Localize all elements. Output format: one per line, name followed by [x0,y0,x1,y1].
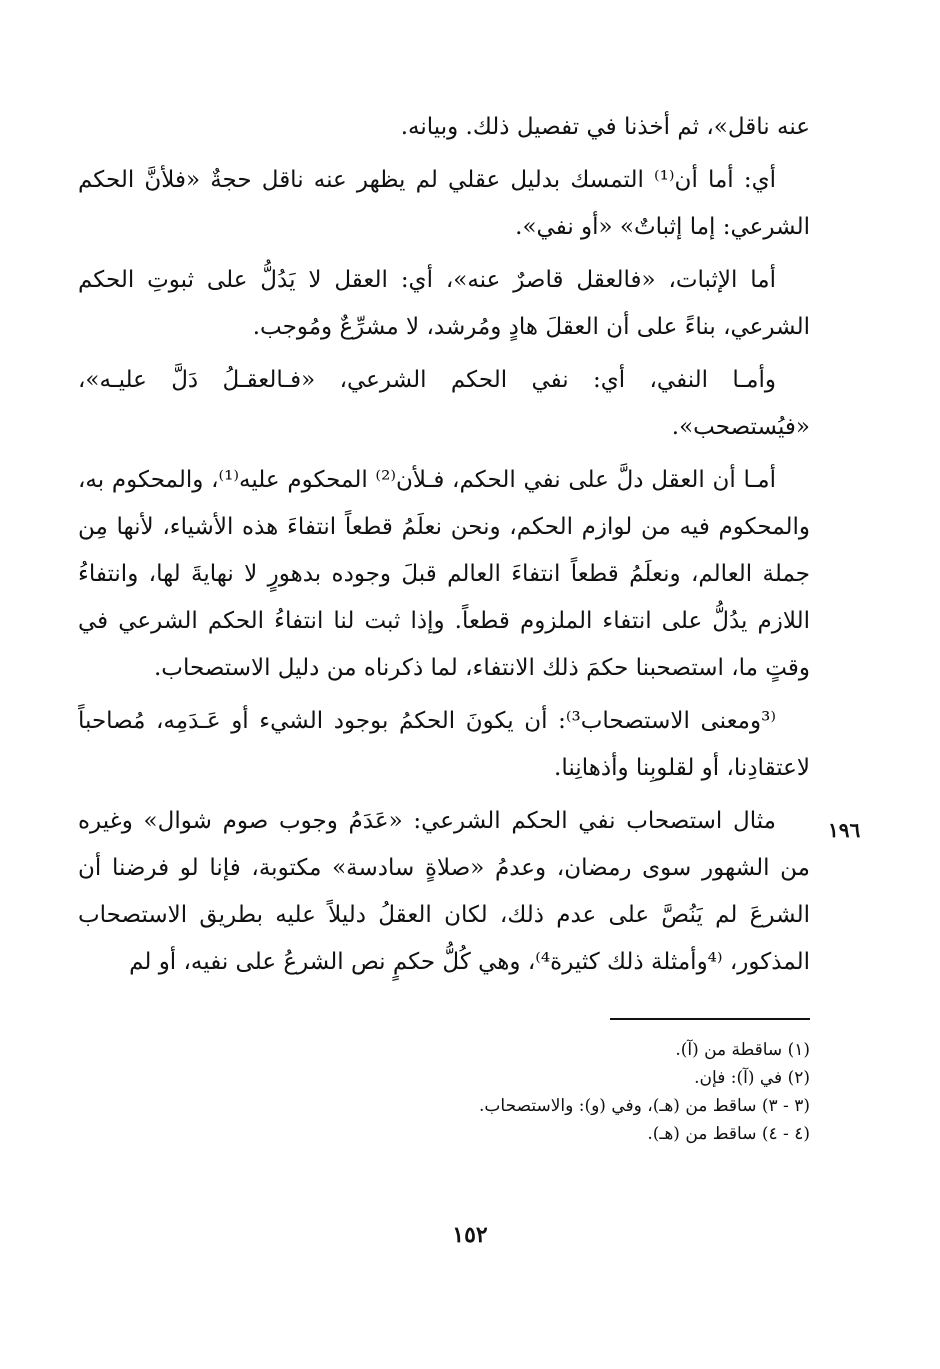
footnotes [300,1036,810,1148]
footnote-3: (٣ - ٣) ساقط من (هـ)، وفي (و): والاستصحاب. [479,1096,810,1116]
paragraph-4: وأمـا النفي، أي: نفي الحكم الشرعي، «فـالعقـلُ دَلَّ عليـه»، «فيُستصحب». [78,367,810,440]
page-body [78,104,810,992]
paragraph-5: أمـا أن العقل دلَّ على نفي الحكم، فـلأن⁽²⁾ المحكوم عليه⁽¹⁾، والمحكوم به، والمحكوم فيه من لوازم الحكم، ونحن نعلَمُ قطعاً انتفاءَ هذه الأشياء، لأنها مِن جملة العالم، ونعلَمُ قطعاً انتفاءَ العالم قبلَ وجوده بدهورٍ لا نهايةَ لها، وانتفاءُ اللازم يدُلُّ على انتفاء الملزوم قطعاً. وإذا ثبت لنا انتفاءُ الحكم الشرعي في وقتٍ ما، استصحبنا حكمَ ذلك الانتفاء، لما ذكرناه من دليل الاستصحاب. [78,467,810,681]
paragraph-1: عنه ناقل»، ثم أخذنا في تفصيل ذلك. وبيانه. [400,114,810,140]
paragraph-3: أما الإثبات، «فالعقل قاصرٌ عنه»، أي: العقل لا يَدُلُّ على ثبوتِ الحكم الشرعي، بناءً على أن العقلَ هادٍ ومُرشد، لا مشرِّعٌ ومُوجب. [78,267,810,340]
footnote-1: (١) ساقطة من (آ). [675,1040,810,1060]
page-number: ١٥٢ [452,1222,488,1248]
paragraph-6: ⁽³ومعنى الاستصحاب³⁾: أن يكونَ الحكمُ بوجود الشيء أو عَـدَمِه، مُصاحباً لاعتقادِنا، أو لقلوبِنا وأذهانِنا. [78,708,810,781]
footnote-4: (٤ - ٤) ساقط من (هـ). [647,1124,810,1144]
footnote-2: (٢) في (آ): فإن. [694,1068,810,1088]
paragraph-2: أي: أما أن⁽¹⁾ التمسك بدليل عقلي لم يظهر عنه ناقل حجةٌ «فلأنَّ الحكم الشرعي: إما إثباتٌ» «أو نفي». [78,167,810,240]
margin-reference-number: ١٩٦ [828,818,861,842]
paragraph-7: مثال استصحاب نفي الحكم الشرعي: «عَدَمُ وجوب صوم شوال» وغيره من الشهور سوى رمضان، وعدمُ «صلاةٍ سادسة» مكتوبة، فإنا لو فرضنا أن الشرعَ لم يَنُصَّ على عدم ذلك، لكان العقلُ دليلاً عليه بطريق الاستصحاب المذكور، ⁽⁴وأمثلة ذلك كثيرة⁴⁾، وهي كُلُّ حكمٍ نص الشرعُ على نفيه، أو لم [78,808,810,975]
footnote-separator [610,1018,810,1020]
